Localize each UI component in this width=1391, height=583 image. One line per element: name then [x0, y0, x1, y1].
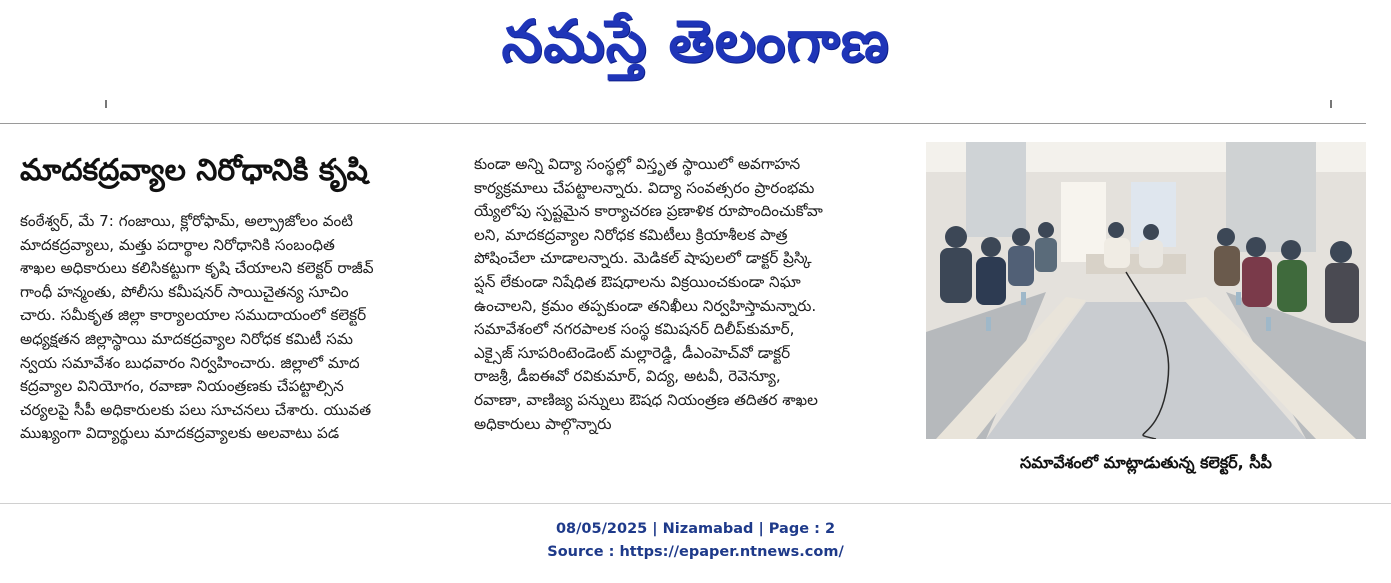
text-line: రవాణా, వాణిజ్య పన్నులు ఔషధ నియంత్రణ తదితర శాఖల: [474, 390, 818, 409]
source-link[interactable]: Source : https://epaper.ntnews.com/: [547, 544, 844, 560]
text-line: ముఖ్యంగా విద్యార్థులు మాదకద్రవ్యాలకు అలవాటు పడ: [20, 424, 340, 443]
text-line: అధ్యక్షతన జిల్లాస్థాయి మాదకద్రవ్యాల నిరోధక కమిటీ సమ: [20, 329, 353, 348]
text-line: ప్షన్ లేకుండా నిషేధిత ఔషధాలను విక్రయించకుండా నిఘా: [474, 272, 801, 291]
masthead: [0, 0, 1391, 90]
divider: [0, 503, 1391, 504]
text-line: ఎక్సైజ్ సూపరింటెండెంట్ మల్లారెడ్డి, డీఎంహెచ్‌వో డాక్టర్: [474, 343, 791, 362]
text-line: పోషించేలా చూడాలన్నారు. మెడికల్ షాపులలో డాక్టర్ ప్రిస్కి: [474, 249, 812, 268]
text-line: కుండా అన్ని విద్యా సంస్థల్లో విస్తృత స్థాయిలో అవగాహన: [474, 155, 801, 173]
text-line: లని, మాదకద్రవ్యాల నిరోధక కమిటీలు క్రియాశీలక పాత్ర: [474, 225, 788, 244]
edition-info: 08/05/2025 | Nizamabad | Page : 2: [555, 521, 836, 537]
text-line: కార్యక్రమాలు చేపట్టాలన్నారు. విద్యా సంవత్సరం ప్రారంభమ: [474, 178, 815, 197]
text-line: య్యేలోపు స్పష్టమైన కార్యాచరణ ప్రణాళిక రూపొందించుకోవా: [474, 202, 823, 221]
photo-caption: సమావేశంలో మాట్లాడుతున్న కలెక్టర్, సీపీ: [1020, 453, 1272, 472]
text-line: కద్రవ్యాల వినియోగం, రవాణా నియంత్రణకు చేపట్టాల్సిన: [20, 377, 344, 396]
text-line: సమావేశంలో నగరపాలక సంస్థ కమిషనర్ దిలీప్‌కుమార్,: [474, 320, 795, 339]
article-column-1: [20, 210, 460, 446]
newspaper-logo: నమస్తే తెలంగాణ: [501, 7, 890, 75]
text-line: ఉంచాలని, క్రమం తప్పకుండా తనిఖీలు నిర్వహిస్తామన్నారు.: [474, 296, 817, 315]
crop-mark: [1330, 100, 1332, 108]
article-column-2: [474, 153, 894, 436]
text-line: గాంధీ హన్మంతు, పోలీసు కమీషనర్ సాయిచైతన్య సూచిం: [20, 282, 349, 301]
meeting-photo: [926, 142, 1366, 439]
article-headline: మాదకద్రవ్యాల నిరోధానికి కృషి: [20, 153, 368, 188]
text-line: శాఖల అధికారులు కలిసికట్టుగా కృషి చేయాలని కలెక్టర్ రాజీవ్: [20, 259, 374, 278]
text-line: రాజశ్రీ, డీఐఈవో రవికుమార్, విద్య, అటవీ, రెవెన్యూ,: [474, 367, 781, 386]
text-line: మాదకద్రవ్యాలు, మత్తు పదార్థాల నిరోధానికి సంబంధిత: [20, 235, 335, 254]
divider: [0, 123, 1366, 124]
text-line: కంఠేశ్వర్, మే 7: గంజాయి, క్లోరోఫామ్, అల్ప్రాజోలం వంటి: [20, 212, 353, 230]
text-line: చర్యలపై సీపీ అధికారులకు పలు సూచనలు చేశారు. యువత: [20, 400, 372, 419]
text-line: చారు. సమీకృత జిల్లా కార్యాలయాల సముదాయంలో కలెక్టర్: [20, 306, 367, 325]
crop-mark: [105, 100, 107, 108]
text-line: అధికారులు పాల్గొన్నారు: [474, 414, 612, 433]
text-line: న్వయ సమావేశం బుధవారం నిర్వహించారు. జిల్లాలో మాద: [20, 353, 360, 372]
